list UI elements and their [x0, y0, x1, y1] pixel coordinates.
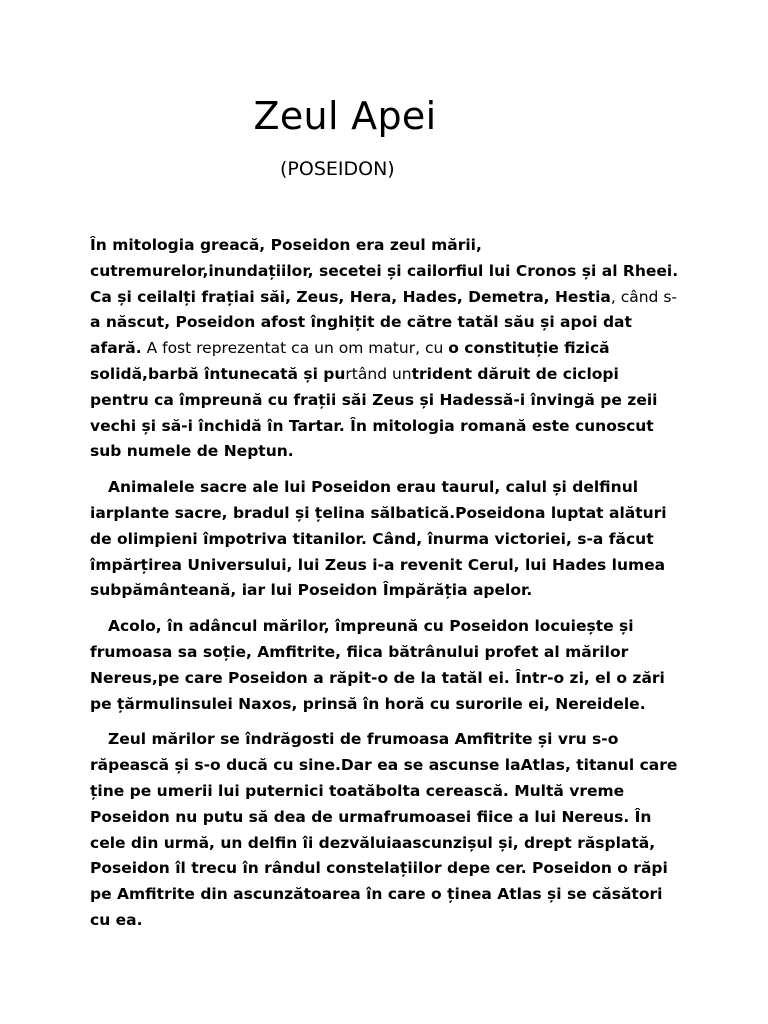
paragraph-1-bold-4: trident dăruit de ciclopi pentru ca împreună cu frații săi Zeus și Hadessă-i învingă pe zeii vechi și să-i închidă în Tartar. În mitologia romană este cunoscut sub numele de Neptun.: [90, 364, 658, 461]
paragraph-1-normal-2: A fost reprezentat ca un om matur, cu: [141, 339, 449, 358]
page-title: Zeul Apei: [253, 94, 437, 138]
document-body: [90, 233, 680, 944]
page-subtitle: (POSEIDON): [280, 158, 395, 180]
paragraph-1: [90, 233, 680, 465]
paragraph-1-normal-3: rtând un: [345, 364, 412, 383]
paragraph-4: Zeul mărilor se îndrăgosti de frumoasa Amfitrite și vru s-o răpească și s-o ducă cu sine.Dar ea se ascunse laAtlas, titanul care ține pe umerii lui puternici toatăbolta cerească. Multă vreme Poseidon nu putu să dea de urmafrumoasei fiice a lui Nereus. În cele din urmă, un delfin îi dezvăluiaascunzișul și, drept răsplată, Poseidon îl trecu în rândul constelațiilor depe cer. Poseidon o răpi pe Amfitrite din ascunzătoarea în care o ținea Atlas și se căsători cu ea.: [90, 730, 678, 929]
paragraph-1-bold-1: În mitologia greacă, Poseidon era zeul mării, cutremurelor,inundațiilor, secetei și cailorfiul lui Cronos și al Rheei. Ca și ceilalți frațiai săi, Zeus, Hera, Hades, Demetra, Hestia: [90, 236, 679, 306]
paragraph-2: Animalele sacre ale lui Poseidon erau taurul, calul și delfinul iarplante sacre, bradul și țelina sălbatică.Poseidona luptat alături de olimpieni împotriva titanilor. Când, înurma victoriei, s-a făcut împărțirea Universului, lui Zeus i-a revenit Cerul, lui Hades lumea subpământeană, iar lui Poseidon Împărăția apelor.: [90, 478, 667, 600]
paragraph-1-normal-1: , când s-: [610, 287, 677, 306]
paragraph-3: Acolo, în adâncul mărilor, împreună cu Poseidon locuiește și frumoasa sa soție, Amfitrite, fiica bătrânului profet al mărilor Nereus,pe care Poseidon a răpit-o de la tatăl ei. Într-o zi, el o zări pe țărmulinsulei Naxos, prinsă în horă cu surorile ei, Nereidele.: [90, 617, 665, 713]
paragraph-1-bold-3: o constituție fizică solidă,barbă întunecată și pu: [90, 339, 610, 383]
paragraph-1-bold-2: a născut, Poseidon afost înghițit de către tatăl său și apoi dat afară.: [90, 313, 632, 358]
